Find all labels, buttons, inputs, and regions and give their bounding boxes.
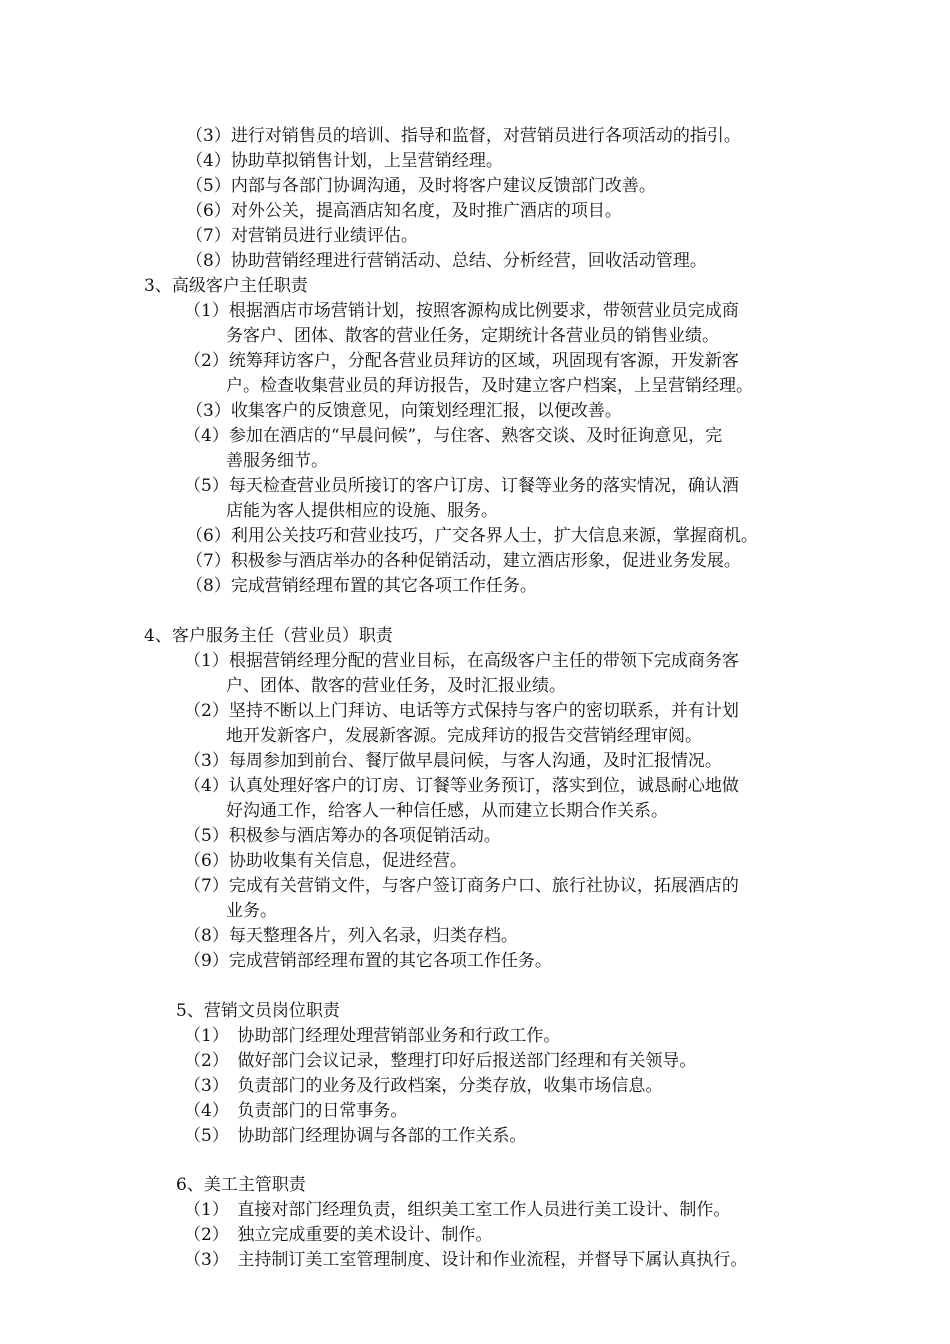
s3-line-3: （2）统筹拜访客户，分配各营业员拜访的区域，巩固现有客源，开发新客 bbox=[184, 351, 739, 371]
s3-line-6: （4）参加在酒店的“早晨问候”，与住客、熟客交谈、及时征询意见，完 bbox=[184, 426, 723, 446]
s2-item-3: （3）进行对销售员的培训、指导和监督，对营销员进行各项活动的指引。 bbox=[186, 126, 741, 146]
s3-line-4: 户。检查收集营业员的拜访报告，及时建立客户档案，上呈营销经理。 bbox=[226, 376, 753, 396]
section-6-heading: 6、美工主管职责 bbox=[176, 1175, 306, 1195]
s5-line-2: （2） 做好部门会议记录，整理打印好后报送部门经理和有关领导。 bbox=[184, 1051, 697, 1071]
section-3-heading: 3、高级客户主任职责 bbox=[144, 276, 308, 296]
s4-line-8: （5）积极参与酒店筹办的各项促销活动。 bbox=[184, 826, 501, 846]
s3-line-12: （8）完成营销经理布置的其它各项工作任务。 bbox=[186, 576, 537, 596]
s3-line-7: 善服务细节。 bbox=[226, 451, 328, 471]
s3-line-10: （6）利用公关技巧和营业技巧，广交各界人士，扩大信息来源，掌握商机。 bbox=[186, 526, 758, 546]
s5-line-1: （1） 协助部门经理处理营销部业务和行政工作。 bbox=[184, 1026, 561, 1046]
s6-line-3: （3） 主持制订美工室管理制度、设计和作业流程，并督导下属认真执行。 bbox=[184, 1250, 748, 1270]
s3-line-5: （3）收集客户的反馈意见，向策划经理汇报，以便改善。 bbox=[186, 401, 622, 421]
s5-line-3: （3） 负责部门的业务及行政档案，分类存放，收集市场信息。 bbox=[184, 1076, 663, 1096]
s3-line-9: 店能为客人提供相应的设施、服务。 bbox=[226, 501, 498, 521]
s2-item-6: （6）对外公关，提高酒店知名度，及时推广酒店的项目。 bbox=[186, 201, 622, 221]
s2-item-7: （7）对营销员进行业绩评估。 bbox=[186, 226, 418, 246]
s4-line-9: （6）协助收集有关信息，促进经营。 bbox=[184, 851, 467, 871]
s4-line-4: 地开发新客户，发展新客源。完成拜访的报告交营销经理审阅。 bbox=[226, 726, 702, 746]
s3-line-8: （5）每天检查营业员所接订的客户订房、订餐等业务的落实情况，确认酒 bbox=[184, 476, 739, 496]
s3-line-11: （7）积极参与酒店举办的各种促销活动，建立酒店形象，促进业务发展。 bbox=[186, 551, 741, 571]
s4-line-11: 业务。 bbox=[226, 901, 277, 921]
s3-line-1: （1）根据酒店市场营销计划，按照客源构成比例要求，带领营业员完成商 bbox=[184, 301, 739, 321]
s4-line-6: （4）认真处理好客户的订房、订餐等业务预订，落实到位，诚恳耐心地做 bbox=[184, 776, 739, 796]
s2-item-4: （4）协助草拟销售计划，上呈营销经理。 bbox=[186, 151, 503, 171]
s4-line-3: （2）坚持不断以上门拜访、电话等方式保持与客户的密切联系，并有计划 bbox=[184, 701, 739, 721]
s4-line-2: 户、团体、散客的营业任务，及时汇报业绩。 bbox=[226, 676, 566, 696]
s5-line-4: （4） 负责部门的日常事务。 bbox=[184, 1101, 408, 1121]
s4-line-7: 好沟通工作，给客人一种信任感，从而建立长期合作关系。 bbox=[226, 801, 668, 821]
s6-line-1: （1） 直接对部门经理负责，组织美工室工作人员进行美工设计、制作。 bbox=[184, 1200, 731, 1220]
section-4-heading: 4、客户服务主任（营业员）职责 bbox=[144, 626, 393, 646]
s4-line-13: （9）完成营销部经理布置的其它各项工作任务。 bbox=[184, 951, 552, 971]
s2-item-8: （8）协助营销经理进行营销活动、总结、分析经营，回收活动管理。 bbox=[186, 251, 707, 271]
s3-line-2: 务客户、团体、散客的营业任务，定期统计各营业员的销售业绩。 bbox=[226, 326, 719, 346]
s4-line-12: （8）每天整理各片，列入名录，归类存档。 bbox=[184, 926, 518, 946]
s4-line-5: （3）每周参加到前台、餐厅做早晨问候，与客人沟通，及时汇报情况。 bbox=[184, 751, 722, 771]
s4-line-10: （7）完成有关营销文件，与客户签订商务户口、旅行社协议，拓展酒店的 bbox=[184, 876, 739, 896]
s2-item-5: （5）内部与各部门协调沟通，及时将客户建议反馈部门改善。 bbox=[186, 176, 656, 196]
s5-line-5: （5） 协助部门经理协调与各部的工作关系。 bbox=[184, 1126, 527, 1146]
s6-line-2: （2） 独立完成重要的美术设计、制作。 bbox=[184, 1225, 493, 1245]
section-5-heading: 5、营销文员岗位职责 bbox=[176, 1001, 340, 1021]
s4-line-1: （1）根据营销经理分配的营业目标，在高级客户主任的带领下完成商务客 bbox=[184, 651, 739, 671]
